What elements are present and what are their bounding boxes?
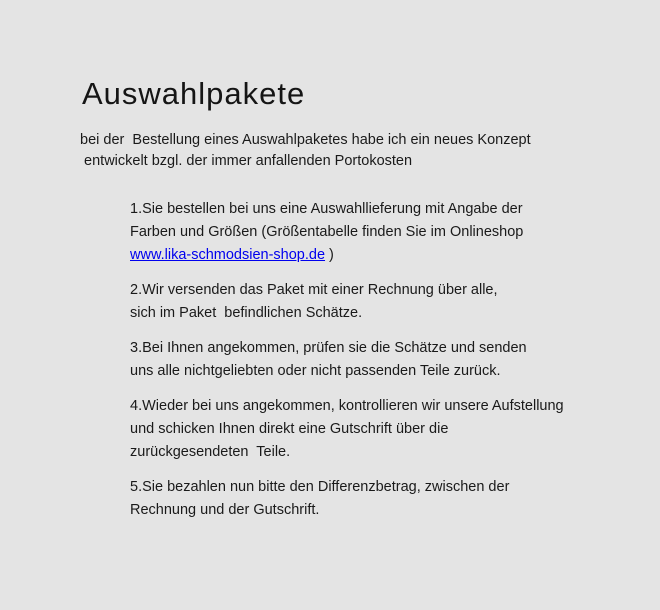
- step-1-line-2: Farben und Größen (Größentabelle finden Sie im Onlineshop: [130, 224, 524, 240]
- step-3-line-1: 3.Bei Ihnen angekommen, prüfen sie die Schätze und senden: [130, 340, 527, 356]
- step-4-line-1: 4.Wieder bei uns angekommen, kontrollieren wir unsere Aufstellung: [130, 398, 564, 414]
- step-1-line-1: 1.Sie bestellen bei uns eine Auswahllieferung mit Angabe der: [130, 201, 523, 217]
- shop-link[interactable]: www.lika-schmodsien-shop.de: [130, 247, 326, 263]
- page-title: Auswahlpakete: [82, 76, 306, 111]
- intro-text: [80, 130, 620, 172]
- step-5-line-1: 5.Sie bezahlen nun bitte den Differenzbetrag, zwischen der: [130, 479, 510, 495]
- step-3-line-2: uns alle nichtgeliebten oder nicht passenden Teile zurück.: [130, 363, 501, 379]
- step-2-line-2: sich im Paket befindlichen Schätze.: [130, 305, 363, 321]
- step-1: [130, 198, 655, 267]
- step-3: [130, 337, 655, 383]
- step-4: [130, 395, 655, 464]
- step-5-line-2: Rechnung und der Gutschrift.: [130, 502, 320, 518]
- step-1-after-link: ): [325, 247, 334, 263]
- step-2: [130, 279, 655, 325]
- intro-line-1: bei der Bestellung eines Auswahlpaketes habe ich ein neues Konzept: [80, 132, 531, 148]
- steps-list: [130, 198, 655, 534]
- step-5: [130, 476, 655, 522]
- step-4-line-2: und schicken Ihnen direkt eine Gutschrift über die: [130, 421, 449, 437]
- intro-line-2: entwickelt bzgl. der immer anfallenden Portokosten: [80, 153, 413, 169]
- step-4-line-3: zurückgesendeten Teile.: [130, 444, 291, 460]
- step-2-line-1: 2.Wir versenden das Paket mit einer Rechnung über alle,: [130, 282, 498, 298]
